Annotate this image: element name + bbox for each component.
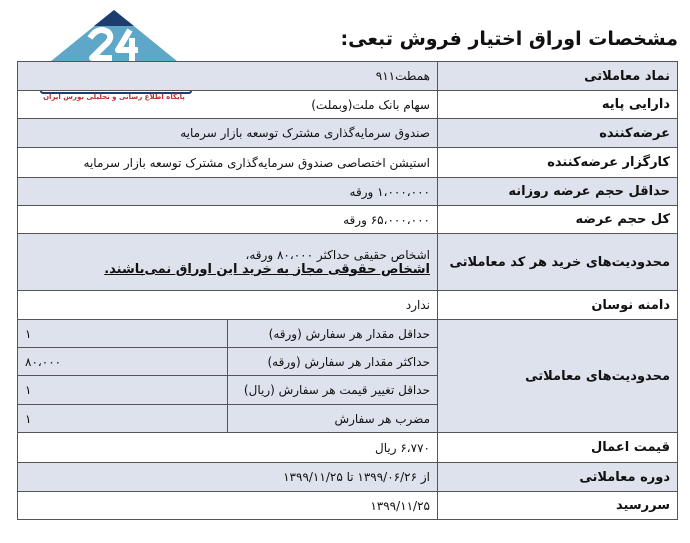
- row-value: ۶،۷۷۰ ریال: [18, 433, 438, 463]
- row-value: صندوق سرمایه‌گذاری مشترک توسعه بازار سرمایه: [18, 119, 438, 148]
- row-label: محدودیت‌های خرید هر کد معاملاتی: [438, 234, 678, 291]
- table-row: [18, 492, 678, 520]
- table-row: [18, 234, 678, 291]
- table-row: [18, 148, 678, 178]
- row-label: کارگزار عرضه‌کننده: [438, 148, 678, 178]
- sub-value: ۸۰،۰۰۰: [18, 348, 228, 376]
- row-label: قیمت اعمال: [438, 433, 678, 463]
- row-label: حداقل حجم عرضه روزانه: [438, 178, 678, 206]
- row-label: عرضه‌کننده: [438, 119, 678, 148]
- row-label: محدودیت‌های معاملاتی: [438, 320, 678, 433]
- sub-label: مضرب هر سفارش: [228, 405, 438, 433]
- sub-value: ۱: [18, 405, 228, 433]
- buy-limit-individuals: اشخاص حقیقی حداکثر ۸۰،۰۰۰ ورقه،: [245, 247, 430, 262]
- buy-limits-cell: [18, 234, 438, 291]
- table-row: [18, 62, 678, 91]
- sub-label: حداکثر مقدار هر سفارش (ورقه): [228, 348, 438, 376]
- row-label: نماد معاملاتی: [438, 62, 678, 91]
- table-row: [18, 178, 678, 206]
- table-row: [18, 291, 678, 320]
- row-label: کل حجم عرضه: [438, 206, 678, 234]
- row-value: همطت۹۱۱: [18, 62, 438, 91]
- logo-tagline: پایگاه اطلاع رسانی و تحلیلی بورس ایران: [43, 93, 185, 101]
- table-row: [18, 206, 678, 234]
- sub-label: حداقل تغییر قیمت هر سفارش (ریال): [228, 376, 438, 405]
- row-label: دوره معاملاتی: [438, 463, 678, 492]
- row-value: ۶۵،۰۰۰،۰۰۰ ورقه: [18, 206, 438, 234]
- buy-limit-legal-entities: اشخاص حقوقی مجاز به خرید این اوراق نمی‌باشند.: [104, 261, 430, 277]
- table-row: [18, 320, 678, 348]
- row-label: دامنه نوسان: [438, 291, 678, 320]
- sub-label: حداقل مقدار هر سفارش (ورقه): [228, 320, 438, 348]
- row-value: استیشن اختصاصی صندوق سرمایه‌گذاری مشترک توسعه بازار سرمایه: [18, 148, 438, 178]
- table-row: [18, 119, 678, 148]
- page-title: مشخصات اوراق اختیار فروش تبعی:: [340, 28, 678, 50]
- row-value: ۱۳۹۹/۱۱/۲۵: [18, 492, 438, 520]
- table-row: [18, 91, 678, 119]
- row-value: ندارد: [18, 291, 438, 320]
- row-label: سررسید: [438, 492, 678, 520]
- row-value: ۱،۰۰۰،۰۰۰ ورقه: [18, 178, 438, 206]
- row-value: از ۱۳۹۹/۰۶/۲۶ تا ۱۳۹۹/۱۱/۲۵: [18, 463, 438, 492]
- table-row: [18, 433, 678, 463]
- table-row: [18, 463, 678, 492]
- sub-value: ۱: [18, 320, 228, 348]
- option-specs-table: [17, 61, 678, 520]
- row-label: دارایی پایه: [438, 91, 678, 119]
- sub-value: ۱: [18, 376, 228, 405]
- row-value: سهام بانک ملت(وبملت): [18, 91, 438, 119]
